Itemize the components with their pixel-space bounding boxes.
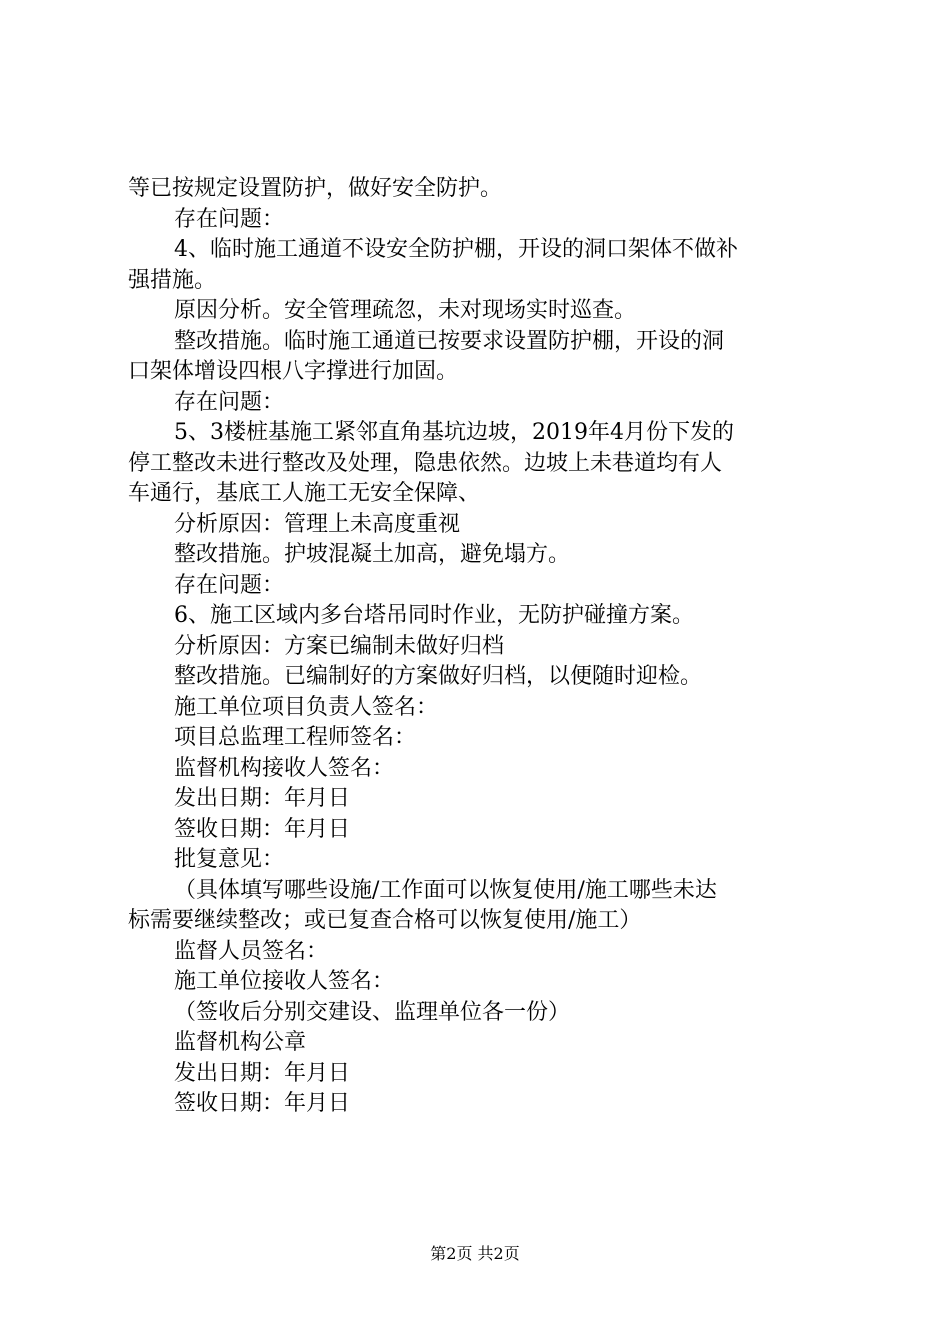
text-line: 施工单位接收人签名： (174, 969, 395, 994)
text-line: 签收日期：年月日 (174, 816, 351, 842)
page-footer: 第2页 共2页 (430, 1244, 520, 1263)
text-line: 签收日期：年月日 (174, 1091, 351, 1116)
text-line: 发出日期：年月日 (174, 786, 351, 811)
text-line: 口架体增设四根八字撑进行加固。 (128, 359, 459, 384)
text-line: 项目总监理工程师签名： (174, 725, 417, 750)
text-line: 5、3楼桩基施工紧邻直角基坑边坡，2019年4月份下发的 (174, 420, 734, 445)
text-line: 车通行，基底工人施工无安全保障、 (128, 481, 481, 506)
text-line: 监督机构公章 (174, 1030, 307, 1055)
text-line: 监督人员签名： (174, 938, 329, 964)
text-line: （签收后分别交建设、监理单位各一份） (174, 999, 571, 1025)
text-line: 整改措施。已编制好的方案做好归档，以便随时迎检。 (174, 664, 703, 689)
text-line: 批复意见： (174, 847, 285, 872)
text-line: 停工整改未进行整改及处理，隐患依然。边坡上未巷道均有人 (128, 450, 723, 476)
text-line: （具体填写哪些设施/工作面可以恢复使用/施工哪些未达 (174, 877, 717, 903)
text-line: 分析原因：方案已编制未做好归档 (174, 633, 505, 659)
text-line: 施工单位项目负责人签名： (174, 694, 439, 720)
text-line: 标需要继续整改；或已复查合格可以恢复使用/施工） (128, 908, 642, 933)
text-line: 发出日期：年月日 (174, 1060, 351, 1086)
text-line: 4、临时施工通道不设安全防护棚，开设的洞口架体不做补 (174, 237, 738, 262)
text-line: 存在问题： (174, 389, 285, 415)
text-line: 监督机构接收人签名： (174, 755, 395, 781)
text-line: 分析原因：管理上未高度重视 (174, 511, 461, 537)
text-line: 整改措施。临时施工通道已按要求设置防护棚，开设的洞 (174, 328, 725, 354)
text-line: 整改措施。护坡混凝土加高，避免塌方。 (174, 542, 571, 567)
text-line: 存在问题： (174, 572, 285, 598)
document-body (128, 174, 832, 1120)
text-line: 原因分析。安全管理疏忽，未对现场实时巡查。 (174, 298, 637, 323)
text-line: 等已按规定设置防护，做好安全防护。 (128, 176, 503, 201)
text-line: 6、施工区域内多台塔吊同时作业，无防护碰撞方案。 (174, 603, 694, 628)
text-line: 存在问题： (174, 206, 285, 232)
text-line: 强措施。 (128, 267, 217, 293)
